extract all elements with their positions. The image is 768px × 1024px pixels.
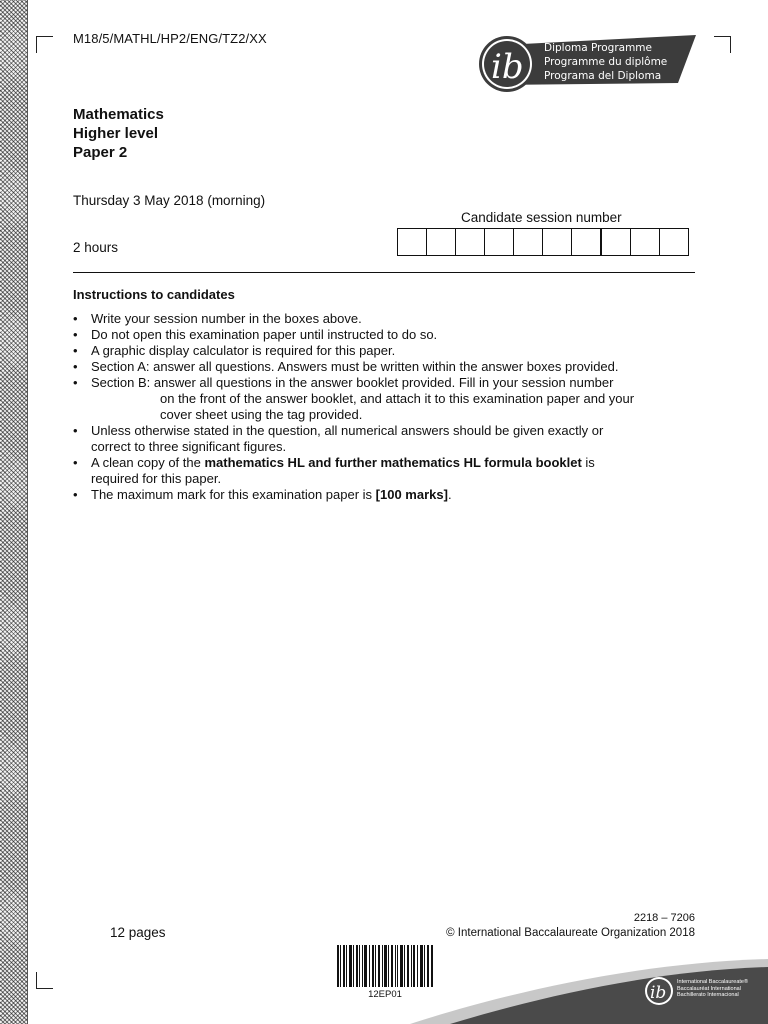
exam-duration: 2 hours — [73, 240, 119, 255]
copyright-notice: © International Baccalaureate Organization 2018 — [446, 927, 695, 939]
candidate-session-boxes[interactable] — [397, 228, 689, 256]
list-item: • Do not open this examination paper until instructed to do so. — [73, 327, 438, 342]
programme-line-es: Programa del Diploma — [544, 70, 662, 82]
session-digit-box[interactable] — [631, 229, 660, 255]
list-item: • Section B: answer all questions in the answer booklet provided. Fill in your session number on the front of the answer booklet, and attach it to this examination paper and your cover sheet using the tag provided. — [73, 375, 635, 422]
crop-mark-top-left — [36, 36, 53, 53]
list-item: • Unless otherwise stated in the question, all numerical answers should be given exactly or correct to three significant figures. — [73, 423, 604, 454]
list-item: • The maximum mark for this examination paper is [100 marks]. — [73, 487, 452, 502]
session-digit-box[interactable] — [602, 229, 631, 255]
crop-mark-bottom-left — [36, 972, 53, 989]
session-digit-box[interactable] — [514, 229, 543, 255]
session-digit-box[interactable] — [485, 229, 514, 255]
ib-diploma-logo — [478, 35, 696, 93]
horizontal-rule — [73, 272, 695, 273]
list-item: • A clean copy of the mathematics HL and further mathematics HL formula booklet is required for this paper. — [73, 455, 595, 486]
programme-line-en: Diploma Programme — [544, 42, 652, 54]
paper-title-block — [73, 105, 164, 162]
subject-title: Mathematics — [73, 106, 164, 123]
session-digit-box[interactable] — [398, 229, 427, 255]
crop-mark-top-right — [714, 36, 731, 53]
document-number: 2218 – 7206 — [633, 912, 695, 924]
barcode-label: 12EP01 — [368, 989, 402, 1000]
org-names: International Baccalaureate® Baccalauréat International Bachillerato Internacional — [677, 979, 749, 998]
candidate-session-label: Candidate session number — [461, 210, 622, 225]
paper-number: Paper 2 — [73, 144, 128, 161]
exam-code: M18/5/MATHL/HP2/ENG/TZ2/XX — [73, 31, 267, 46]
exam-date: Thursday 3 May 2018 (morning) — [73, 193, 266, 208]
binding-edge-pattern — [0, 0, 28, 1024]
svg-text:ib: ib — [491, 47, 524, 87]
programme-line-fr: Programme du diplôme — [544, 56, 668, 68]
session-digit-box[interactable] — [427, 229, 456, 255]
instructions-list — [73, 311, 695, 503]
page-count: 12 pages — [110, 925, 166, 940]
list-item: • Write your session number in the boxes above. — [73, 311, 362, 326]
session-digit-box[interactable] — [543, 229, 572, 255]
list-item: • A graphic display calculator is required for this paper. — [73, 343, 396, 358]
session-digit-box[interactable] — [660, 229, 688, 255]
instructions-heading: Instructions to candidates — [73, 287, 235, 302]
session-digit-box[interactable] — [456, 229, 485, 255]
list-item: • Section A: answer all questions. Answers must be written within the answer boxes provided. — [73, 359, 619, 374]
session-digit-box[interactable] — [572, 229, 602, 255]
level-title: Higher level — [73, 125, 159, 142]
svg-text:ib: ib — [650, 983, 667, 1003]
